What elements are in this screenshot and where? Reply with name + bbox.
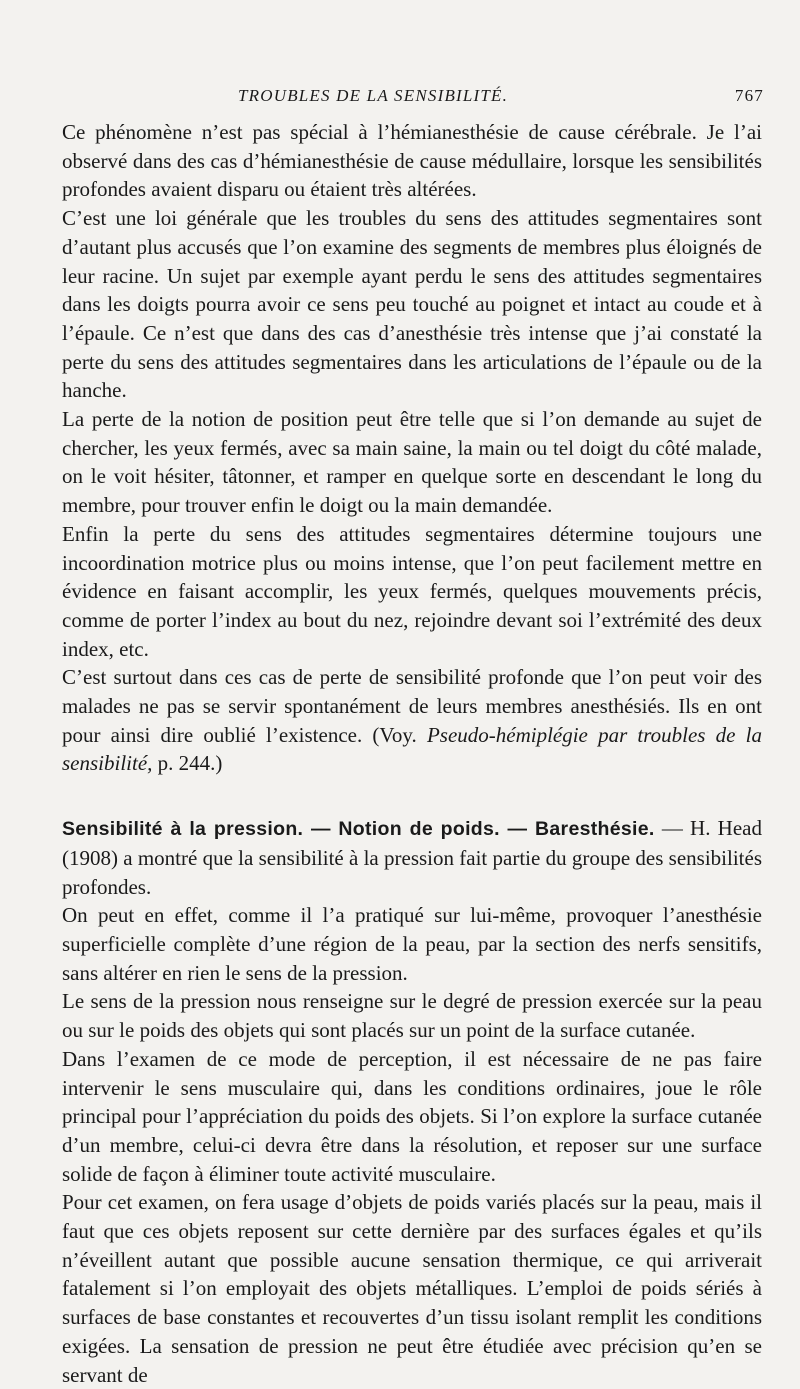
section-spacer bbox=[62, 778, 762, 814]
page-body bbox=[62, 118, 762, 1389]
paragraph-text: C’est surtout dans ces cas de perte de sensibilité profonde que l’on peut voir des malades ne pas se servir spontanément de leurs membres anesthésiés. Ils en ont pour ainsi dire oublié l’existence. (Voy. bbox=[62, 665, 762, 747]
section-heading-pressure: Sensibilité à la pression. bbox=[62, 818, 304, 841]
paragraph: On peut en effet, comme il l’a pratiqué sur lui-même, provoquer l’anesthésie superficielle complète d’une région de la peau, par la section des nerfs sensitifs, sans altérer en rien le sens de la pression. bbox=[62, 903, 762, 985]
section-heading-baresthesia: Baresthésie. bbox=[535, 818, 655, 841]
section-intro: — H. Head (1908) a montré que la sensibilité à la pression fait partie du groupe des sensibilités profondes. bbox=[62, 816, 762, 899]
section-heading-weight: Notion de poids. bbox=[338, 818, 500, 841]
paragraph: C’est une loi générale que les troubles du sens des attitudes segmentaires sont d’autant plus accusés que l’on examine des segments de membres plus éloignés de leur racine. Un sujet par exemple ayant perdu le sens des attitudes segmentaires dans les doigts pourra avoir ce sens peu touché au poignet et intact au coude et à l’épaule. Ce n’est que dans des cas d’anesthésie très intense que j’ai constaté la perte du sens des attitudes segmentaires dans les articulations de l’épaule ou de la hanche. bbox=[62, 206, 762, 403]
paragraph: Enfin la perte du sens des attitudes segmentaires détermine toujours une incoordination motrice plus ou moins intense, que l’on peut facilement mettre en évidence en faisant accomplir, les yeux fermés, quelques mouvements précis, comme de porter l’index au bout du nez, rejoindre devant soi l’extrémité des deux index, etc. bbox=[62, 521, 762, 661]
paragraph: Le sens de la pression nous renseigne sur le degré de pression exercée sur la peau ou sur le poids des objets qui sont placés sur un point de la surface cutanée. bbox=[62, 989, 762, 1043]
running-title: TROUBLES DE LA SENSIBILITÉ. bbox=[238, 86, 509, 105]
paragraph: Dans l’examen de ce mode de perception, il est nécessaire de ne pas faire intervenir le sens musculaire qui, dans les conditions ordinaires, joue le rôle principal pour l’appréciation du poids des objets. Si l’on explore la surface cutanée d’un membre, celui-ci devra être dans la résolution, et reposer sur une surface solide de façon à éliminer toute activité musculaire. bbox=[62, 1046, 762, 1186]
paragraph: Ce phénomène n’est pas spécial à l’hémianesthésie de cause cérébrale. Je l’ai observé dans des cas d’hémianesthésie de cause médullaire, lorsque les sensibilités profondes avaient disparu ou étaient très altérées. bbox=[62, 120, 762, 202]
paragraph: Pour cet examen, on fera usage d’objets de poids variés placés sur la peau, mais il faut que ces objets reposent sur cette dernière par des surfaces égales et qu’ils n’éveillent autant que possible aucune sensation thermique, ce qui arriverait fatalement si l’on employait des objets métalliques. L’emploi de poids sériés à surfaces de base constantes et recouvertes d’un tissu isolant remplit les conditions exigées. La sensation de pression ne peut être étudiée avec précision qu’en se servant de bbox=[62, 1190, 762, 1387]
page-number: 767 bbox=[734, 86, 764, 105]
paragraph: La perte de la notion de position peut être telle que si l’on demande au sujet de chercher, les yeux fermés, avec sa main saine, la main ou tel doigt du côté malade, on le voit hésiter, tâtonner, et ramper en quelque sorte en descendant le long du membre, pour trouver enfin le doigt ou la main demandée. bbox=[62, 407, 762, 518]
page-header bbox=[62, 86, 770, 112]
heading-dash: — bbox=[499, 818, 536, 841]
heading-dash: — bbox=[303, 818, 339, 841]
paragraph-tail: p. 244.) bbox=[152, 751, 223, 776]
paragraph bbox=[62, 663, 762, 778]
italic-reference: Pseudo-hémiplégie par troubles de la sensibilité, bbox=[62, 722, 762, 776]
section-paragraph bbox=[62, 814, 762, 901]
